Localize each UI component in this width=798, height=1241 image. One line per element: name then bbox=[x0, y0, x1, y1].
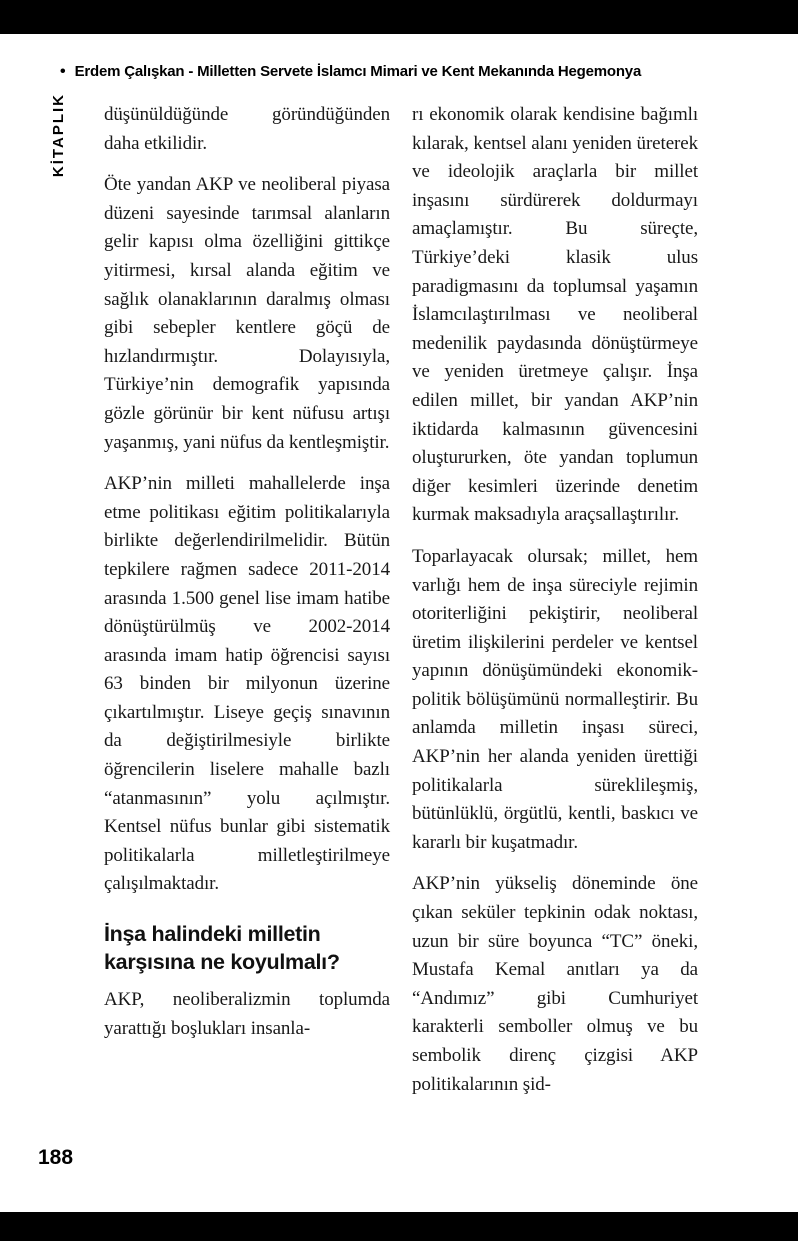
top-edge-bar bbox=[0, 0, 798, 34]
paragraph: AKP’nin yükseliş döneminde öne çıkan seküler tepkinin odak noktası, uzun bir süre boyunca “TC” öneki, Mustafa Kemal anıtları ya da “Andımız” gibi Cumhuriyet karakterli semboller olmuş ve bu sembolik direnç çizgisi AKP politikalarının şid- bbox=[412, 873, 698, 1095]
running-header bbox=[60, 62, 760, 82]
paragraph: AKP, neoliberalizmin toplumda yarattığı boşlukları insanla- bbox=[104, 989, 390, 1039]
section-heading: İnşa halindeki milletin karşısına ne koyulmalı? bbox=[104, 922, 340, 975]
paragraph: Öte yandan AKP ve neoliberal piyasa düzeni sayesinde tarımsal alanların gelir kapısı olma özelliğini gittikçe yitirmesi, kırsal alanda eğitim ve sağlık olanaklarının daralmış olması gibi sebepler kentlere göçü de hızlandırmıştır. Dolayısıyla, Türkiye’nin demografik yapısında gözle görünür bir kent nüfusu artışı yaşanmış, yani nüfus da kentleşmiştir. bbox=[104, 174, 390, 453]
paragraph: düşünüldüğünde göründüğünden daha etkilidir. bbox=[104, 104, 390, 154]
header-bullet: • bbox=[60, 63, 66, 80]
text-columns bbox=[104, 101, 698, 1112]
right-column bbox=[412, 101, 698, 1112]
paragraph: AKP’nin milleti mahallelerde inşa etme politikası eğitim politikalarıyla birlikte değerlendirilmelidir. Bütün tepkilere rağmen sadece 2011-2014 arasında 1.500 genel lise imam hatibe dönüştürülmüş ve 2002-2014 arasında imam hatip öğrencisi sayısı 63 binden bir milyonun üzerine çıkartılmıştır. Liseye geçiş sınavının da değiştirilmesiyle birlikte öğrencilerin liselere mahalle bazlı “atanmasının” yolu açılmıştır. Kentsel nüfus bunlar gibi sistematik politikalarla milletleştirilmeye çalışılmaktadır. bbox=[104, 473, 390, 895]
section-label-kitaplik: KİTAPLIK bbox=[50, 93, 67, 178]
paragraph: Toparlayacak olursak; millet, hem varlığı hem de inşa süreciyle rejimin otoriterliğini pekiştirir, neoliberal üretim ilişkilerini perdeler ve kentsel yapının dönüşümündeki ekonomik-politik bölüşümünü normalleştirir. Bu anlamda milletin inşası süreci, AKP’nin her alanda yeniden ürettiği politikalarla süreklileşmiş, bütünlüklü, örgütlü, kentli, baskıcı ve kararlı bir kuşatmadır. bbox=[412, 545, 698, 853]
header-author: Erdem Çalışkan - bbox=[74, 63, 198, 80]
left-column bbox=[104, 101, 390, 1112]
bottom-edge-bar bbox=[0, 1212, 798, 1241]
header-book-title: Milletten Servete İslamcı Mimari ve Kent Mekanında Hegemonya bbox=[197, 63, 642, 80]
page-number: 188 bbox=[38, 1146, 74, 1169]
paragraph: rı ekonomik olarak kendisine bağımlı kılarak, kentsel alanı yeniden üreterek ve ideolojik araçlarla bir millet inşasını sürdürerek doldurmayı amaçlamıştır. Bu süreçte, Türkiye’deki klasik ulus paradigmasını da toplumsal yaşamın İslamcılaştırılması ve neoliberal medenilik paydasında dönüştürmeye ve yeniden üretmeye çalışır. İnşa edilen millet, bir yandan AKP’nin iktidarda kalmasının güvencesini oluştururken, öte yandan toplumun diğer kesimleri üzerinde denetim kurmak maksadıyla araçsallaştırılır. bbox=[412, 104, 698, 526]
